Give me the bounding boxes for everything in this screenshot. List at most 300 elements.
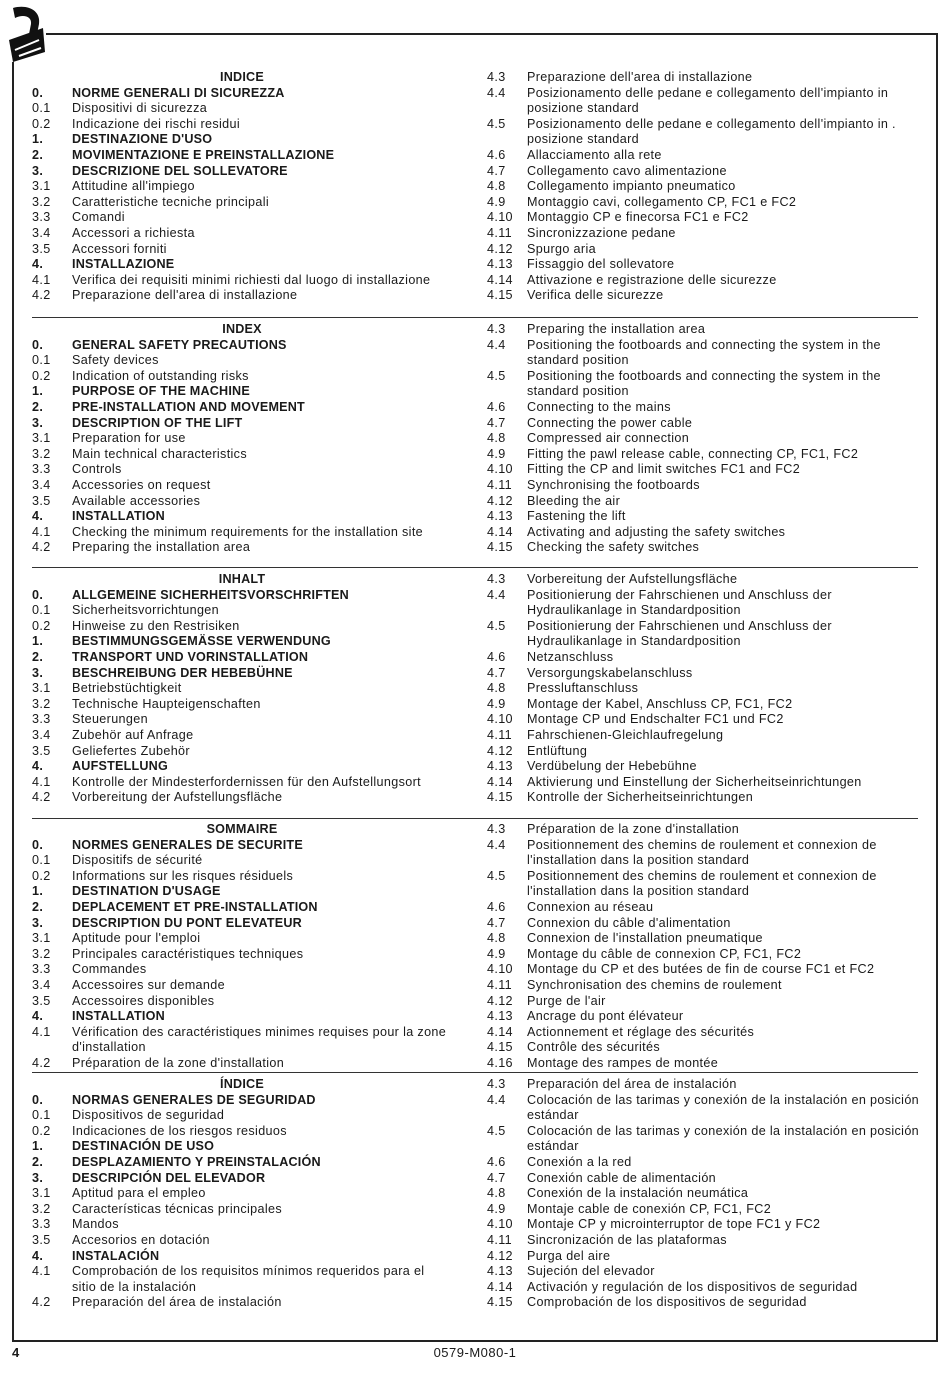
toc-entry	[487, 822, 922, 838]
toc-entry-title: Verdübelung der Hebebühne	[527, 759, 697, 774]
toc-entry-title: Preparation for use	[72, 431, 186, 446]
toc-entry-title: Indicazione dei rischi residui	[72, 116, 241, 131]
toc-entry-title: Principales caractéristiques techniques	[72, 946, 304, 961]
toc-left-column	[32, 822, 452, 1072]
toc-entry	[32, 650, 452, 666]
toc-entry	[32, 1233, 452, 1249]
toc-entry-number: 4.5	[487, 1123, 506, 1138]
toc-entry	[32, 884, 452, 900]
toc-entry-number: 2.	[32, 147, 44, 162]
toc-entry-number: 4.4	[487, 85, 506, 100]
toc-entry-title: Indicaciones de los riesgos residuos	[72, 1123, 287, 1138]
toc-entry-title: Main technical characteristics	[72, 446, 247, 461]
section-heading: ÍNDICE	[220, 1077, 264, 1091]
toc-left-column	[32, 322, 452, 556]
toc-entry	[487, 242, 922, 258]
toc-entry-number: 4.15	[487, 1295, 513, 1310]
toc-entry-number: 3.3	[32, 962, 51, 977]
toc-entry-title: Allacciamento alla rete	[527, 147, 662, 162]
toc-entry-number: 4.15	[487, 1040, 513, 1055]
toc-entry	[487, 70, 922, 86]
toc-entry-title: Mandos	[72, 1217, 119, 1232]
toc-entry-number: 4.5	[487, 868, 506, 883]
toc-entry-title: Connecting to the mains	[527, 399, 671, 414]
toc-entry-title: Netzanschluss	[527, 649, 614, 664]
toc-entry-title: Hinweise zu den Restrisiken	[72, 618, 240, 633]
toc-entry-number: 0.2	[32, 868, 51, 883]
toc-left-column	[32, 1077, 452, 1311]
section-divider	[32, 818, 918, 819]
toc-entry-number: 4.1	[32, 1024, 51, 1039]
toc-entry	[487, 869, 922, 900]
toc-entry	[32, 838, 452, 854]
toc-entry	[32, 273, 452, 289]
section-heading: INHALT	[218, 572, 266, 586]
toc-entry-number: 3.1	[32, 931, 51, 946]
toc-entry	[32, 416, 452, 432]
toc-entry-title: DESCRIPTION OF THE LIFT	[72, 415, 243, 430]
toc-entry-number: 3.5	[32, 1232, 51, 1247]
toc-entry-number: 4.	[32, 509, 44, 524]
toc-entry	[487, 1249, 922, 1265]
toc-entry-title: MOVIMENTAZIONE E PREINSTALLAZIONE	[72, 147, 335, 162]
toc-entry-title: Accessoires sur demande	[72, 977, 225, 992]
toc-entry-number: 4.3	[487, 822, 506, 836]
toc-entry-number: 3.2	[32, 696, 51, 711]
toc-entry	[32, 634, 452, 650]
toc-entry-title: Dispositivos de seguridad	[72, 1108, 225, 1123]
toc-entry-title: Montage CP und Endschalter FC1 und FC2	[527, 712, 784, 727]
toc-entry	[32, 1295, 452, 1311]
toc-entry	[487, 148, 922, 164]
toc-entry	[487, 210, 922, 226]
toc-entry	[487, 195, 922, 211]
toc-entry-number: 3.5	[32, 743, 51, 758]
toc-entry-number: 0.	[32, 587, 44, 602]
toc-entry-number: 4.8	[487, 179, 506, 194]
toc-entry-number: 0.	[32, 837, 44, 852]
toc-entry-number: 3.2	[32, 946, 51, 961]
toc-entry-number: 4.2	[32, 1055, 51, 1070]
toc-entry-title: DESTINAZIONE D'USO	[72, 132, 213, 147]
toc-entry-title: Positionnement des chemins de roulement et connexion de l'installation dans la position standard	[527, 837, 877, 868]
toc-entry-title: Colocación de las tarimas y conexión de la instalación en posición estándar	[527, 1123, 920, 1154]
toc-entry-number: 3.	[32, 163, 44, 178]
toc-right-column	[487, 1077, 922, 1311]
toc-entry-title: Checking the minimum requirements for the installation site	[72, 524, 424, 539]
toc-entry-title: Positionnement des chemins de roulement et connexion de l'installation dans la position standard	[527, 868, 877, 899]
toc-entry	[487, 916, 922, 932]
toc-entry	[32, 1124, 452, 1140]
toc-entry-number: 4.	[32, 257, 44, 272]
toc-entry	[487, 900, 922, 916]
page-number: 4	[12, 1345, 20, 1360]
toc-entry-number: 4.1	[32, 1264, 51, 1279]
toc-entry	[32, 947, 452, 963]
toc-entry-title: Accessories on request	[72, 477, 211, 492]
toc-entry-number: 3.4	[32, 225, 51, 240]
toc-entry-title: Checking the safety switches	[527, 540, 700, 555]
toc-entry-title: Versorgungskabelanschluss	[527, 665, 693, 680]
toc-entry	[487, 447, 922, 463]
toc-entry-title: Purga del aire	[527, 1248, 611, 1263]
toc-entry-title: Dispositifs de sécurité	[72, 853, 203, 868]
toc-entry-title: Aptitude pour l'emploi	[72, 931, 201, 946]
toc-entry-title: Indication of outstanding risks	[72, 368, 249, 383]
toc-entry-title: Geliefertes Zubehör	[72, 743, 190, 758]
toc-entry	[32, 1264, 452, 1295]
toc-entry-number: 4.6	[487, 147, 506, 162]
toc-entry	[487, 494, 922, 510]
toc-entry-number: 4.3	[487, 1077, 506, 1091]
toc-entry	[32, 478, 452, 494]
toc-entry-number: 3.	[32, 915, 44, 930]
toc-entry-title: Controls	[72, 462, 122, 477]
toc-entry-number: 4.11	[487, 1232, 512, 1247]
toc-entry-title: Preparación del área de instalación	[72, 1295, 282, 1310]
toc-entry-title: Montaje CP y microinterruptor de tope FC1 y FC2	[527, 1217, 821, 1232]
toc-entry-title: Positionierung der Fahrschienen und Anschluss der Hydraulikanlage in Standardposition	[527, 587, 832, 618]
toc-entry-title: Préparation de la zone d'installation	[527, 822, 740, 836]
toc-entry-number: 4.9	[487, 446, 506, 461]
toc-entry-title: Attivazione e registrazione delle sicurezze	[527, 272, 777, 287]
toc-entry-title: Positioning the footboards and connecting the system in the standard position	[527, 368, 881, 399]
frame-bottom-border	[12, 1340, 938, 1342]
toc-entry	[487, 226, 922, 242]
toc-entry-title: NORMES GENERALES DE SECURITE	[72, 837, 303, 852]
toc-entry-title: INSTALLATION	[72, 509, 165, 524]
toc-entry	[487, 478, 922, 494]
toc-entry-number: 4.9	[487, 194, 506, 209]
toc-entry	[487, 1217, 922, 1233]
toc-entry-title: Preparazione dell'area di installazione	[527, 70, 753, 84]
toc-entry	[487, 322, 922, 338]
toc-entry	[487, 588, 922, 619]
toc-entry-number: 4.13	[487, 759, 513, 774]
toc-entry	[487, 728, 922, 744]
toc-entry-number: 3.	[32, 415, 44, 430]
toc-entry	[32, 978, 452, 994]
toc-entry	[32, 242, 452, 258]
toc-entry	[32, 1217, 452, 1233]
section-divider	[32, 317, 918, 318]
toc-entry-number: 4.11	[487, 727, 512, 742]
toc-entry	[32, 148, 452, 164]
toc-entry	[32, 447, 452, 463]
toc-entry-number: 4.11	[487, 477, 512, 492]
toc-entry-title: Comprobación de los requisitos mínimos requeridos para el sitio de la instalación	[72, 1264, 425, 1294]
toc-entry-number: 4.14	[487, 1279, 513, 1294]
toc-entry-title: Sincronizzazione pedane	[527, 225, 676, 240]
toc-entry-title: Aptitud para el empleo	[72, 1186, 206, 1201]
toc-entry-number: 0.2	[32, 368, 51, 383]
toc-entry-title: Comprobación de los dispositivos de seguridad	[527, 1295, 807, 1310]
toc-entry-number: 4.10	[487, 962, 513, 977]
toc-entry-title: Fitting the CP and limit switches FC1 and FC2	[527, 462, 801, 477]
toc-entry	[487, 666, 922, 682]
toc-entry	[487, 273, 922, 289]
toc-entry	[487, 1009, 922, 1025]
toc-entry-title: Montage du CP et des butées de fin de course FC1 et FC2	[527, 962, 875, 977]
toc-entry-number: 0.2	[32, 618, 51, 633]
toc-entry-number: 4.2	[32, 540, 51, 555]
toc-entry	[487, 1295, 922, 1311]
toc-entry	[487, 697, 922, 713]
toc-entry	[32, 712, 452, 728]
toc-entry	[32, 462, 452, 478]
toc-entry	[32, 132, 452, 148]
toc-entry-number: 1.	[32, 384, 44, 399]
toc-entry-title: Spurgo aria	[527, 241, 596, 256]
toc-entry-title: PRE-INSTALLATION AND MOVEMENT	[72, 399, 305, 414]
toc-entry-title: Posizionamento delle pedane e collegamento dell'impianto in posizione standard	[527, 85, 889, 116]
toc-entry-number: 4.4	[487, 587, 506, 602]
toc-entry-number: 3.5	[32, 493, 51, 508]
toc-entry-number: 4.7	[487, 415, 506, 430]
toc-entry	[32, 853, 452, 869]
toc-entry-title: Dispositivi di sicurezza	[72, 101, 208, 116]
toc-entry-title: Entlüftung	[527, 743, 588, 758]
brand-logo-icon	[3, 4, 47, 62]
toc-entry-title: Montage der Kabel, Anschluss CP, FC1, FC2	[527, 696, 793, 711]
toc-entry-title: Connexion de l'installation pneumatique	[527, 931, 763, 946]
toc-entry-number: 4.12	[487, 241, 513, 256]
toc-entry	[32, 179, 452, 195]
toc-entry-title: Montage des rampes de montée	[527, 1055, 719, 1070]
toc-entry-title: DEPLACEMENT ET PRE-INSTALLATION	[72, 899, 318, 914]
toc-entry	[32, 900, 452, 916]
toc-entry-title: DESTINATION D'USAGE	[72, 884, 221, 899]
toc-entry	[32, 869, 452, 885]
toc-entry	[487, 1186, 922, 1202]
toc-entry-title: Verifica delle sicurezze	[527, 288, 664, 303]
toc-entry-title: Aktivierung und Einstellung der Sicherheitseinrichtungen	[527, 774, 862, 789]
toc-entry-number: 4.	[32, 1248, 44, 1263]
toc-entry	[487, 650, 922, 666]
toc-entry-title: DESTINACIÓN DE USO	[72, 1139, 215, 1154]
frame-top-border	[46, 33, 938, 35]
toc-entry	[32, 1186, 452, 1202]
toc-entry-number: 0.1	[32, 603, 51, 618]
toc-entry-number: 0.1	[32, 353, 51, 368]
toc-entry-title: Attitudine all'impiego	[72, 179, 195, 194]
toc-entry	[32, 1108, 452, 1124]
toc-entry-title: Comandi	[72, 210, 125, 225]
toc-entry-title: Informations sur les risques résiduels	[72, 868, 294, 883]
toc-entry-number: 0.2	[32, 1123, 51, 1138]
toc-entry	[487, 1056, 922, 1072]
toc-entry	[487, 947, 922, 963]
toc-entry-number: 3.2	[32, 194, 51, 209]
toc-entry-number: 4.12	[487, 493, 513, 508]
toc-entry	[32, 1155, 452, 1171]
toc-entry	[487, 179, 922, 195]
toc-right-column	[487, 822, 922, 1072]
toc-entry	[487, 790, 922, 806]
toc-entry-title: AUFSTELLUNG	[72, 759, 168, 774]
toc-entry	[487, 775, 922, 791]
toc-entry-number: 4.7	[487, 1170, 506, 1185]
toc-entry-number: 4.14	[487, 524, 513, 539]
toc-entry-title: DESPLAZAMIENTO Y PREINSTALACIÓN	[72, 1154, 321, 1169]
toc-entry	[32, 257, 452, 273]
toc-entry-number: 4.1	[32, 272, 51, 287]
toc-entry-number: 2.	[32, 649, 44, 664]
toc-entry	[487, 1171, 922, 1187]
toc-left-column	[32, 70, 452, 304]
toc-entry	[32, 226, 452, 242]
toc-entry-number: 3.4	[32, 977, 51, 992]
toc-entry	[487, 462, 922, 478]
toc-entry-title: Kontrolle der Mindesterfordernissen für den Aufstellungsort	[72, 774, 421, 789]
toc-entry	[487, 1093, 922, 1124]
toc-entry-title: Preparing the installation area	[527, 322, 706, 336]
toc-entry-number: 0.1	[32, 101, 51, 116]
toc-entry	[32, 117, 452, 133]
toc-entry	[487, 1280, 922, 1296]
toc-entry-number: 4.5	[487, 618, 506, 633]
toc-entry	[487, 288, 922, 304]
toc-entry	[32, 400, 452, 416]
toc-entry-number: 3.2	[32, 1201, 51, 1216]
toc-entry-number: 4.6	[487, 899, 506, 914]
toc-entry-number: 0.	[32, 337, 44, 352]
toc-entry	[487, 117, 922, 148]
toc-entry	[487, 712, 922, 728]
toc-entry-number: 3.	[32, 665, 44, 680]
toc-entry-title: Caratteristiche tecniche principali	[72, 194, 270, 209]
toc-entry-number: 4.12	[487, 1248, 513, 1263]
toc-entry	[487, 681, 922, 697]
toc-entry-number: 3.1	[32, 179, 51, 194]
toc-entry	[487, 1155, 922, 1171]
toc-entry-number: 4.7	[487, 163, 506, 178]
toc-entry-title: Zubehör auf Anfrage	[72, 727, 194, 742]
toc-entry-number: 4.5	[487, 116, 506, 131]
toc-entry-number: 3.3	[32, 462, 51, 477]
toc-entry-title: Synchronising the footboards	[527, 477, 700, 492]
toc-entry	[32, 1056, 452, 1072]
toc-entry	[32, 1139, 452, 1155]
toc-entry	[487, 1124, 922, 1155]
toc-entry-number: 4.5	[487, 368, 506, 383]
toc-entry-title: Kontrolle der Sicherheitseinrichtungen	[527, 790, 754, 805]
toc-entry-number: 0.	[32, 85, 44, 100]
toc-entry	[487, 994, 922, 1010]
toc-entry-number: 4.13	[487, 257, 513, 272]
toc-entry-number: 4.9	[487, 696, 506, 711]
toc-entry-title: Vorbereitung der Aufstellungsfläche	[527, 572, 738, 586]
toc-entry	[32, 525, 452, 541]
toc-entry-title: DESCRIPTION DU PONT ELEVATEUR	[72, 915, 302, 930]
toc-entry-number: 4.9	[487, 946, 506, 961]
toc-entry-title: Collegamento impianto pneumatico	[527, 179, 736, 194]
toc-right-column	[487, 572, 922, 806]
toc-entry-title: Preparing the installation area	[72, 540, 251, 555]
toc-entry-number: 3.3	[32, 210, 51, 225]
toc-entry	[32, 210, 452, 226]
toc-entry-title: Conexión a la red	[527, 1154, 632, 1169]
toc-entry-number: 3.3	[32, 712, 51, 727]
section-heading: INDEX	[222, 322, 262, 336]
toc-entry-number: 0.2	[32, 116, 51, 131]
toc-entry-title: Ancrage du pont élévateur	[527, 1009, 684, 1024]
toc-entry-number: 4.10	[487, 210, 513, 225]
toc-entry-title: Sujeción del elevador	[527, 1264, 655, 1279]
toc-entry-number: 0.1	[32, 1108, 51, 1123]
toc-entry-number: 4.10	[487, 462, 513, 477]
toc-entry	[487, 509, 922, 525]
toc-entry-number: 4.9	[487, 1201, 506, 1216]
frame-right-border	[936, 33, 938, 1341]
document-code: 0579-M080-1	[433, 1345, 517, 1360]
toc-right-column	[487, 322, 922, 556]
toc-entry-number: 4.4	[487, 1092, 506, 1107]
section-divider	[32, 1072, 918, 1073]
toc-entry-number: 4.3	[487, 572, 506, 586]
toc-entry-number: 4.10	[487, 712, 513, 727]
toc-entry-title: Available accessories	[72, 493, 201, 508]
toc-entry	[32, 1009, 452, 1025]
toc-entry-title: Contrôle des sécurités	[527, 1040, 660, 1055]
toc-entry-title: Conexión de la instalación neumática	[527, 1186, 749, 1201]
toc-entry-title: Préparation de la zone d'installation	[72, 1055, 285, 1070]
toc-entry-title: Betriebstüchtigkeit	[72, 681, 182, 696]
toc-entry-number: 4.2	[32, 1295, 51, 1310]
toc-entry-title: GENERAL SAFETY PRECAUTIONS	[72, 337, 287, 352]
toc-entry-title: DESCRIPCIÓN DEL ELEVADOR	[72, 1170, 266, 1185]
toc-entry-number: 4.13	[487, 1264, 513, 1279]
toc-entry-title: Bleeding the air	[527, 493, 621, 508]
toc-entry-number: 4.8	[487, 681, 506, 696]
toc-entry	[32, 744, 452, 760]
toc-entry-number: 4.6	[487, 1154, 506, 1169]
toc-entry	[487, 744, 922, 760]
toc-entry-number: 4.13	[487, 1009, 513, 1024]
toc-entry	[487, 540, 922, 556]
toc-entry	[32, 588, 452, 604]
toc-entry-title: NORMAS GENERALES DE SEGURIDAD	[72, 1092, 316, 1107]
toc-entry-title: PURPOSE OF THE MACHINE	[72, 384, 250, 399]
toc-entry-number: 0.	[32, 1092, 44, 1107]
toc-entry	[32, 790, 452, 806]
toc-entry	[487, 1233, 922, 1249]
toc-entry-title: Preparazione dell'area di installazione	[72, 288, 298, 303]
toc-entry	[487, 619, 922, 650]
toc-entry-title: Fahrschienen-Gleichlaufregelung	[527, 727, 724, 742]
toc-entry	[32, 338, 452, 354]
toc-entry-number: 3.	[32, 1170, 44, 1185]
toc-entry-number: 4.15	[487, 288, 513, 303]
toc-entry-title: NORME GENERALI DI SICUREZZA	[72, 85, 285, 100]
toc-entry-title: Connexion du câble d'alimentation	[527, 915, 731, 930]
toc-entry-title: Positionierung der Fahrschienen und Anschluss der Hydraulikanlage in Standardposition	[527, 618, 832, 649]
section-heading: SOMMAIRE	[206, 822, 278, 836]
toc-entry-number: 4.16	[487, 1055, 513, 1070]
toc-entry-number: 3.5	[32, 993, 51, 1008]
toc-entry	[487, 369, 922, 400]
toc-entry-title: Colocación de las tarimas y conexión de la instalación en posición estándar	[527, 1092, 920, 1123]
toc-entry-number: 1.	[32, 132, 44, 147]
toc-entry	[32, 931, 452, 947]
toc-entry-title: Steuerungen	[72, 712, 148, 727]
toc-entry-title: BESCHREIBUNG DER HEBEBÜHNE	[72, 665, 293, 680]
toc-entry	[487, 759, 922, 775]
toc-entry-title: TRANSPORT UND VORINSTALLATION	[72, 649, 309, 664]
toc-entry-title: Montaggio cavi, collegamento CP, FC1 e FC2	[527, 194, 797, 209]
toc-entry	[32, 101, 452, 117]
toc-entry-title: Vérification des caractéristiques minimes requises pour la zone d'installation	[72, 1024, 447, 1055]
